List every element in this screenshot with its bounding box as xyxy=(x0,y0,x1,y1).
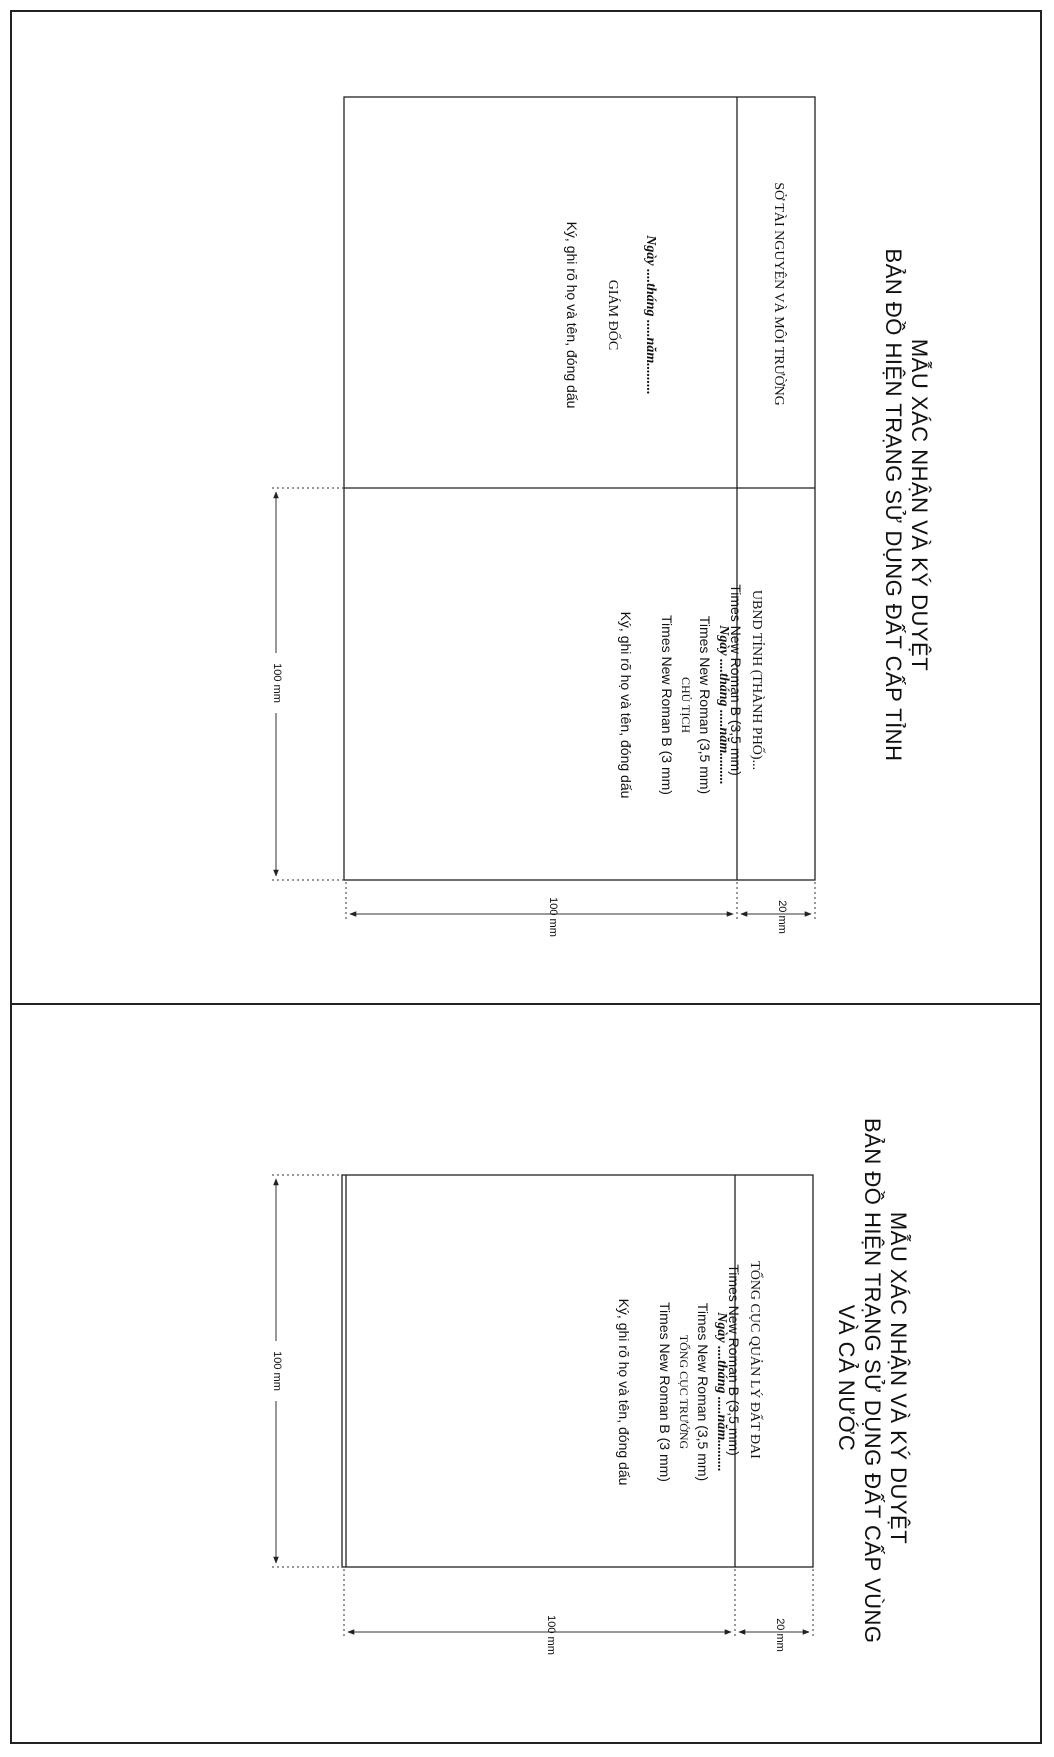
bottom-body xyxy=(567,1272,731,1512)
top-left-signature-note: Ký, ghi rõ họ và tên, đóng dấu xyxy=(564,221,580,409)
bottom-org: TỔNG CỤC QUẢN LÝ ĐẤT ĐAI xyxy=(747,1261,762,1459)
top-right-date: Ngày ....tháng .....năm......... xyxy=(716,625,731,785)
top-left-date: Ngày ....tháng .....năm......... xyxy=(643,235,658,395)
top-right-org: UBND TỈNH (THÀNH PHỐ)... xyxy=(749,589,764,771)
top-dim-header-label: 20 mm xyxy=(776,900,788,934)
bottom-dim-height-label: 100 mm xyxy=(269,1341,283,1401)
top-form-title-line1: MẪU XÁC NHẬN VÀ KÝ DUYỆT xyxy=(907,338,932,672)
top-right-date-font: Times New Roman (3,5 mm) xyxy=(697,615,713,795)
bottom-form-title-line3: VÀ CẢ NƯỚC xyxy=(834,1304,859,1452)
bottom-signature-note: Ký, ghi rõ họ và tên, đóng dấu xyxy=(616,1298,632,1486)
bottom-form-title-line1: MẪU XÁC NHẬN VÀ KÝ DUYỆT xyxy=(886,1211,911,1545)
top-dim-height-label: 100 mm xyxy=(269,653,283,713)
top-right-body xyxy=(569,585,733,825)
bottom-position-font: Times New Roman B (3 mm) xyxy=(657,1302,673,1482)
top-left-org: SỞ TÀI NGUYÊN VÀ MÔI TRƯỜNG xyxy=(771,182,786,406)
top-left-position: GIÁM ĐỐC xyxy=(605,279,620,351)
top-right-position-font: Times New Roman B (3 mm) xyxy=(659,615,675,795)
top-form-title-line2: BẢN ĐỒ HIỆN TRẠNG SỬ DỤNG ĐẤT CẤP TỈNH xyxy=(881,248,906,762)
bottom-date-font: Times New Roman (3,5 mm) xyxy=(695,1302,711,1482)
top-right-signature-note: Ký, ghi rõ họ và tên, đóng dấu xyxy=(618,611,634,799)
bottom-dim-width-label: 100 mm xyxy=(545,1615,557,1655)
top-left-body xyxy=(550,195,670,435)
top-right-position: CHỦ TỊCH xyxy=(679,676,693,734)
top-right-org-font: Times New Roman B (3,5 mm) xyxy=(728,584,744,776)
bottom-dim-header-label: 20 mm xyxy=(774,1618,786,1652)
top-form-title xyxy=(872,245,932,765)
bottom-date: Ngày ....tháng .....năm......... xyxy=(714,1312,729,1472)
top-dim-width-label: 100 mm xyxy=(547,897,559,937)
bottom-form-title-line2: BẢN ĐỒ HIỆN TRẠNG SỬ DỤNG ĐẤT CẤP VÙNG xyxy=(860,1118,885,1644)
bottom-position: TỔNG CỤC TRƯỞNG xyxy=(677,1334,691,1450)
bottom-org-font: Times New Roman B (3,5 mm) xyxy=(726,1264,742,1456)
bottom-form-title xyxy=(827,1118,911,1644)
